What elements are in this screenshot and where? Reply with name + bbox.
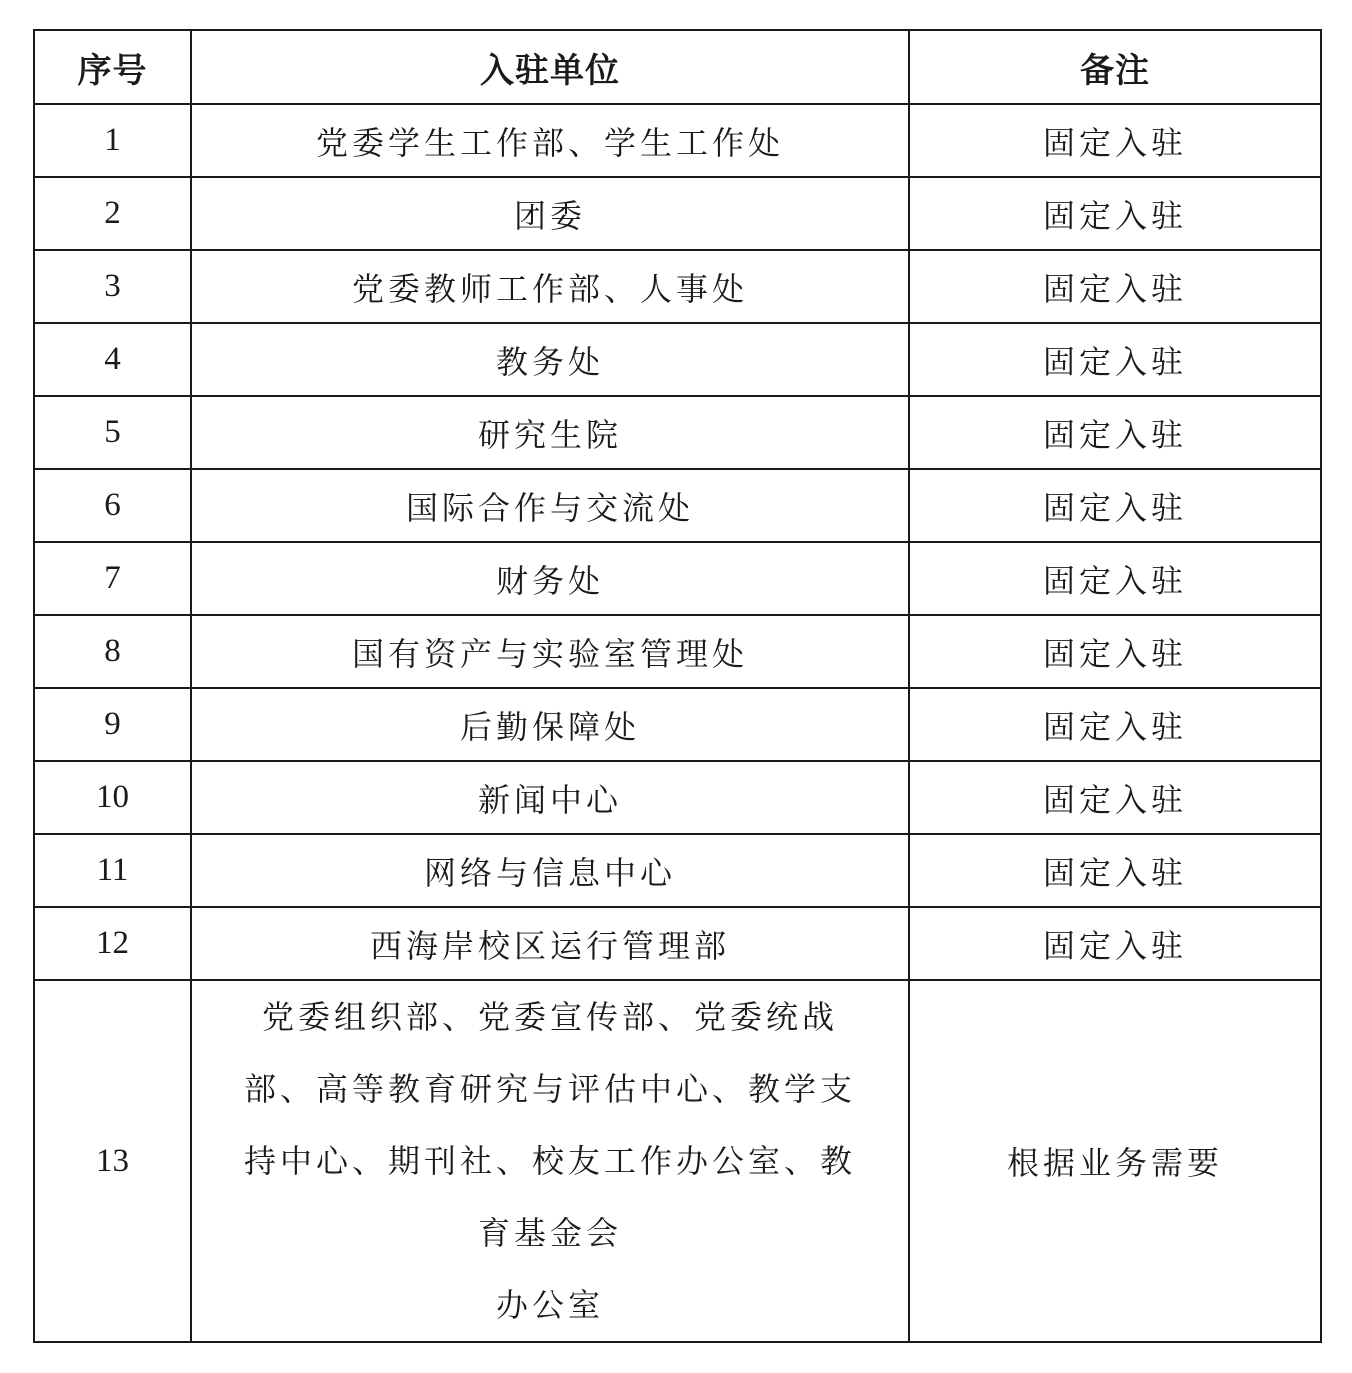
header-row: [34, 30, 1321, 104]
row-unit: 网络与信息中心: [191, 834, 909, 907]
table-row-12: [34, 907, 1321, 980]
table-row-3: [34, 250, 1321, 323]
row-index: 4: [34, 323, 191, 396]
row-unit: 国有资产与实验室管理处: [191, 615, 909, 688]
row-unit: 财务处: [191, 542, 909, 615]
table-row-1: [34, 104, 1321, 177]
table-row-5: [34, 396, 1321, 469]
table-body: [34, 104, 1321, 1342]
row-unit: 西海岸校区运行管理部: [191, 907, 909, 980]
row-note: 固定入驻: [909, 396, 1321, 469]
row-note: 固定入驻: [909, 104, 1321, 177]
header-index: 序号: [34, 30, 191, 104]
table-row-9: [34, 688, 1321, 761]
row-index: 9: [34, 688, 191, 761]
row-unit: 研究生院: [191, 396, 909, 469]
row-note: 固定入驻: [909, 469, 1321, 542]
row-note: 固定入驻: [909, 323, 1321, 396]
row-note: 固定入驻: [909, 688, 1321, 761]
unit-line: 持中心、期刊社、校友工作办公室、教: [243, 1142, 856, 1180]
row-unit: 教务处: [191, 323, 909, 396]
unit-line: 办公室: [495, 1286, 604, 1324]
row-note: 固定入驻: [909, 542, 1321, 615]
table-header: [34, 30, 1321, 104]
row-note: 固定入驻: [909, 177, 1321, 250]
row-index: 5: [34, 396, 191, 469]
row-index: 12: [34, 907, 191, 980]
row-note: 固定入驻: [909, 615, 1321, 688]
unit-line: 部、高等教育研究与评估中心、教学支: [243, 1070, 856, 1108]
table-row-6: [34, 469, 1321, 542]
row-index: 3: [34, 250, 191, 323]
row-unit: 党委学生工作部、学生工作处: [191, 104, 909, 177]
row-unit: 国际合作与交流处: [191, 469, 909, 542]
row-index: 6: [34, 469, 191, 542]
table-row-4: [34, 323, 1321, 396]
table-row-13: [34, 980, 1321, 1342]
row-unit: 团委: [191, 177, 909, 250]
row-note: 固定入驻: [909, 761, 1321, 834]
row-unit: 新闻中心: [191, 761, 909, 834]
units-table: [33, 29, 1322, 1343]
row-unit: 党委教师工作部、人事处: [191, 250, 909, 323]
table-row-10: [34, 761, 1321, 834]
table-row-2: [34, 177, 1321, 250]
header-unit: 入驻单位: [191, 30, 909, 104]
header-note: 备注: [909, 30, 1321, 104]
row-note: 固定入驻: [909, 907, 1321, 980]
table-row-11: [34, 834, 1321, 907]
unit-line: 党委组织部、党委宣传部、党委统战: [261, 998, 838, 1036]
table-row-7: [34, 542, 1321, 615]
row-unit: 后勤保障处: [191, 688, 909, 761]
table-row-8: [34, 615, 1321, 688]
unit-multiline: [225, 981, 875, 1341]
row-index: 13: [34, 980, 191, 1342]
row-index: 7: [34, 542, 191, 615]
row-note: 固定入驻: [909, 834, 1321, 907]
row-unit: [191, 980, 909, 1342]
row-index: 1: [34, 104, 191, 177]
row-index: 11: [34, 834, 191, 907]
unit-line: 育基金会: [477, 1214, 622, 1252]
row-index: 2: [34, 177, 191, 250]
row-note: 根据业务需要: [909, 980, 1321, 1342]
row-index: 10: [34, 761, 191, 834]
row-note: 固定入驻: [909, 250, 1321, 323]
row-index: 8: [34, 615, 191, 688]
